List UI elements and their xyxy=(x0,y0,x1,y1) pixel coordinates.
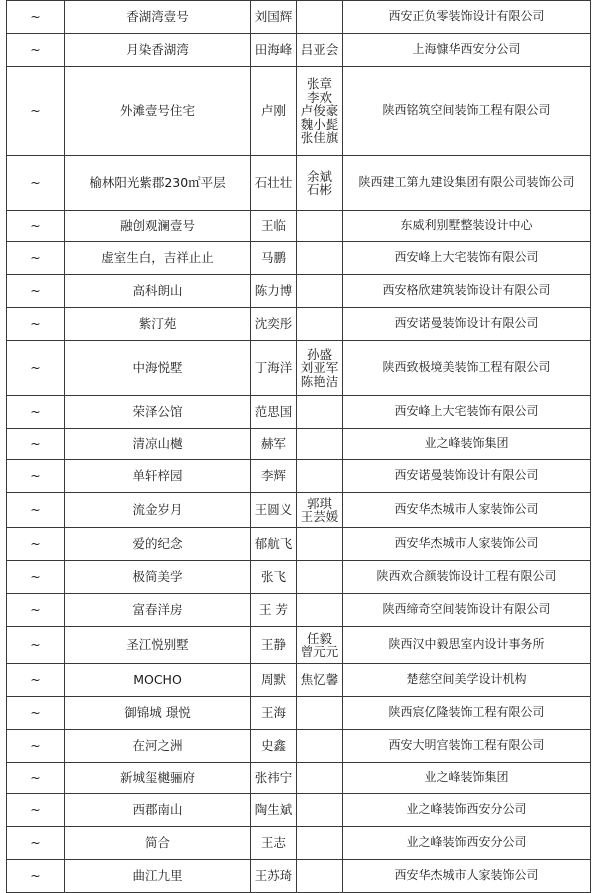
assistant-name: 王芸媛 xyxy=(300,509,339,524)
designer-name: 王 芳 xyxy=(251,594,297,627)
assistant-name: 张佳旗 xyxy=(300,130,339,146)
assistant-names xyxy=(297,794,343,827)
table-row xyxy=(7,67,591,156)
company-name: 西安正负零装饰设计有限公司 xyxy=(343,1,591,34)
award-list-table xyxy=(6,0,591,893)
row-marker: ~ xyxy=(7,67,65,156)
row-marker: ~ xyxy=(7,794,65,827)
assistant-names xyxy=(297,460,343,493)
company-name: 东威利别墅整装设计中心 xyxy=(343,211,591,242)
company-name: 西安诺曼装饰设计有限公司 xyxy=(343,460,591,493)
assistant-names xyxy=(297,156,343,211)
designer-name: 范思国 xyxy=(251,396,297,429)
designer-name: 王临 xyxy=(251,211,297,242)
assistant-name: 余斌 xyxy=(306,168,332,184)
assistant-names xyxy=(297,664,343,697)
table-row xyxy=(7,528,591,561)
designer-name: 王圆义 xyxy=(251,493,297,528)
assistant-names xyxy=(297,763,343,794)
assistant-name: 任毅 xyxy=(306,630,332,646)
assistant-name: 吕亚会 xyxy=(300,42,339,58)
table-row xyxy=(7,561,591,594)
assistant-name: 焦忆馨 xyxy=(300,672,339,688)
assistant-names xyxy=(297,275,343,308)
table-row xyxy=(7,308,591,341)
project-name: 爱的纪念 xyxy=(65,528,251,561)
table-row xyxy=(7,697,591,730)
assistant-name: 郭琪 xyxy=(306,495,332,511)
company-name: 业之峰装饰集团 xyxy=(343,763,591,794)
company-name: 楚慈空间美学设计机构 xyxy=(343,664,591,697)
row-marker: ~ xyxy=(7,460,65,493)
company-name: 西安华杰城市人家装饰公司 xyxy=(343,860,591,893)
project-name: 高科朗山 xyxy=(65,275,251,308)
project-name: 流金岁月 xyxy=(65,493,251,528)
designer-name: 陈力博 xyxy=(251,275,297,308)
table-row xyxy=(7,794,591,827)
table-row xyxy=(7,396,591,429)
table-row xyxy=(7,730,591,763)
assistant-name: 曾元元 xyxy=(300,644,339,659)
row-marker: ~ xyxy=(7,697,65,730)
company-name: 西安峰上大宅装饰有限公司 xyxy=(343,396,591,429)
table-row xyxy=(7,493,591,528)
table-row xyxy=(7,429,591,460)
assistant-names xyxy=(297,1,343,34)
row-marker: ~ xyxy=(7,156,65,211)
assistant-name: 魏小髭 xyxy=(300,116,339,132)
table-row xyxy=(7,460,591,493)
designer-name: 李辉 xyxy=(251,460,297,493)
row-marker: ~ xyxy=(7,627,65,664)
designer-name: 田海峰 xyxy=(251,34,297,67)
project-name: 清凉山樾 xyxy=(65,429,251,460)
designer-name: 史鑫 xyxy=(251,730,297,763)
assistant-names xyxy=(297,528,343,561)
designer-name: 郁航飞 xyxy=(251,528,297,561)
designer-name: 张飞 xyxy=(251,561,297,594)
assistant-name: 张章 xyxy=(306,76,332,92)
company-name: 西安华杰城市人家装饰公司 xyxy=(343,528,591,561)
company-name: 西安峰上大宅装饰有限公司 xyxy=(343,242,591,275)
row-marker: ~ xyxy=(7,242,65,275)
row-marker: ~ xyxy=(7,396,65,429)
row-marker: ~ xyxy=(7,860,65,893)
designer-name: 王志 xyxy=(251,827,297,860)
assistant-names xyxy=(297,396,343,429)
project-name: 富春洋房 xyxy=(65,594,251,627)
designer-name: 卢刚 xyxy=(251,67,297,156)
project-name: 御锦城 璟悦 xyxy=(65,697,251,730)
row-marker: ~ xyxy=(7,763,65,794)
designer-name: 丁海洋 xyxy=(251,341,297,396)
assistant-names xyxy=(297,827,343,860)
project-name: 荣泽公馆 xyxy=(65,396,251,429)
assistant-names xyxy=(297,594,343,627)
assistant-names xyxy=(297,697,343,730)
project-name: 香湖湾壹号 xyxy=(65,1,251,34)
assistant-names xyxy=(297,860,343,893)
designer-name: 王苏琦 xyxy=(251,860,297,893)
assistant-names xyxy=(297,341,343,396)
table-row xyxy=(7,664,591,697)
assistant-name: 刘亚军 xyxy=(300,360,339,376)
project-name: 月染香湖湾 xyxy=(65,34,251,67)
assistant-name: 李欢 xyxy=(306,89,332,105)
designer-name: 刘国辉 xyxy=(251,1,297,34)
assistant-names xyxy=(297,242,343,275)
row-marker: ~ xyxy=(7,664,65,697)
company-name: 业之峰装饰西安分公司 xyxy=(343,827,591,860)
table-row xyxy=(7,763,591,794)
designer-name: 张祎宁 xyxy=(251,763,297,794)
project-name: 极简美学 xyxy=(65,561,251,594)
company-name: 西安诺曼装饰设计有限公司 xyxy=(343,308,591,341)
table-row xyxy=(7,242,591,275)
company-name: 陕西汉中毅思室内设计事务所 xyxy=(343,627,591,664)
assistant-name: 卢俊豪 xyxy=(300,103,339,119)
company-name: 陕西宸亿隆装饰工程有限公司 xyxy=(343,697,591,730)
assistant-names xyxy=(297,429,343,460)
row-marker: ~ xyxy=(7,493,65,528)
table-row xyxy=(7,341,591,396)
designer-name: 王静 xyxy=(251,627,297,664)
row-marker: ~ xyxy=(7,308,65,341)
table-row xyxy=(7,211,591,242)
company-name: 西安华杰城市人家装饰公司 xyxy=(343,493,591,528)
row-marker: ~ xyxy=(7,827,65,860)
table-row xyxy=(7,627,591,664)
table-row xyxy=(7,1,591,34)
row-marker: ~ xyxy=(7,211,65,242)
award-list-body xyxy=(7,1,591,893)
assistant-name: 石彬 xyxy=(306,182,332,197)
company-name: 陕西缔奇空间装饰设计有限公司 xyxy=(343,594,591,627)
designer-name: 赫军 xyxy=(251,429,297,460)
assistant-names xyxy=(297,561,343,594)
designer-name: 陶生斌 xyxy=(251,794,297,827)
row-marker: ~ xyxy=(7,528,65,561)
assistant-names xyxy=(297,34,343,67)
row-marker: ~ xyxy=(7,594,65,627)
assistant-names xyxy=(297,493,343,528)
assistant-names xyxy=(297,627,343,664)
project-name: 在河之洲 xyxy=(65,730,251,763)
company-name: 西安大明宫装饰工程有限公司 xyxy=(343,730,591,763)
table-row xyxy=(7,275,591,308)
designer-name: 沈奕彤 xyxy=(251,308,297,341)
company-name: 西安格欣建筑装饰设计有限公司 xyxy=(343,275,591,308)
project-name: 榆林阳光紫郡230㎡平层 xyxy=(65,156,251,211)
table-row xyxy=(7,860,591,893)
project-name: 圣江悦别墅 xyxy=(65,627,251,664)
project-name: MOCHO xyxy=(65,664,251,697)
row-marker: ~ xyxy=(7,341,65,396)
project-name: 单轩梓园 xyxy=(65,460,251,493)
designer-name: 王海 xyxy=(251,697,297,730)
assistant-name: 孙盛 xyxy=(306,346,332,362)
assistant-names xyxy=(297,730,343,763)
company-name: 陕西致极境美装饰工程有限公司 xyxy=(343,341,591,396)
company-name: 陕西欢合颜装饰设计工程有限公司 xyxy=(343,561,591,594)
project-name: 紫汀苑 xyxy=(65,308,251,341)
table-row xyxy=(7,827,591,860)
assistant-names xyxy=(297,308,343,341)
designer-name: 石壮壮 xyxy=(251,156,297,211)
designer-name: 周默 xyxy=(251,664,297,697)
row-marker: ~ xyxy=(7,34,65,67)
company-name: 陕西铭筑空间装饰工程有限公司 xyxy=(343,67,591,156)
assistant-names xyxy=(297,67,343,156)
project-name: 虚室生白，吉祥止止 xyxy=(65,242,251,275)
company-name: 业之峰装饰集团 xyxy=(343,429,591,460)
project-name: 西郡南山 xyxy=(65,794,251,827)
row-marker: ~ xyxy=(7,730,65,763)
project-name: 曲江九里 xyxy=(65,860,251,893)
row-marker: ~ xyxy=(7,429,65,460)
company-name: 上海慷华西安分公司 xyxy=(343,34,591,67)
project-name: 外滩壹号住宅 xyxy=(65,67,251,156)
project-name: 中海悦墅 xyxy=(65,341,251,396)
project-name: 新城玺樾骊府 xyxy=(65,763,251,794)
row-marker: ~ xyxy=(7,275,65,308)
assistant-names xyxy=(297,211,343,242)
project-name: 融创观澜壹号 xyxy=(65,211,251,242)
company-name: 业之峰装饰西安分公司 xyxy=(343,794,591,827)
table-row xyxy=(7,594,591,627)
row-marker: ~ xyxy=(7,1,65,34)
table-row xyxy=(7,156,591,211)
company-name: 陕西建工第九建设集团有限公司装饰公司 xyxy=(343,156,591,211)
designer-name: 马鹏 xyxy=(251,242,297,275)
row-marker: ~ xyxy=(7,561,65,594)
table-row xyxy=(7,34,591,67)
assistant-name: 陈艳洁 xyxy=(300,373,339,389)
project-name: 简合 xyxy=(65,827,251,860)
